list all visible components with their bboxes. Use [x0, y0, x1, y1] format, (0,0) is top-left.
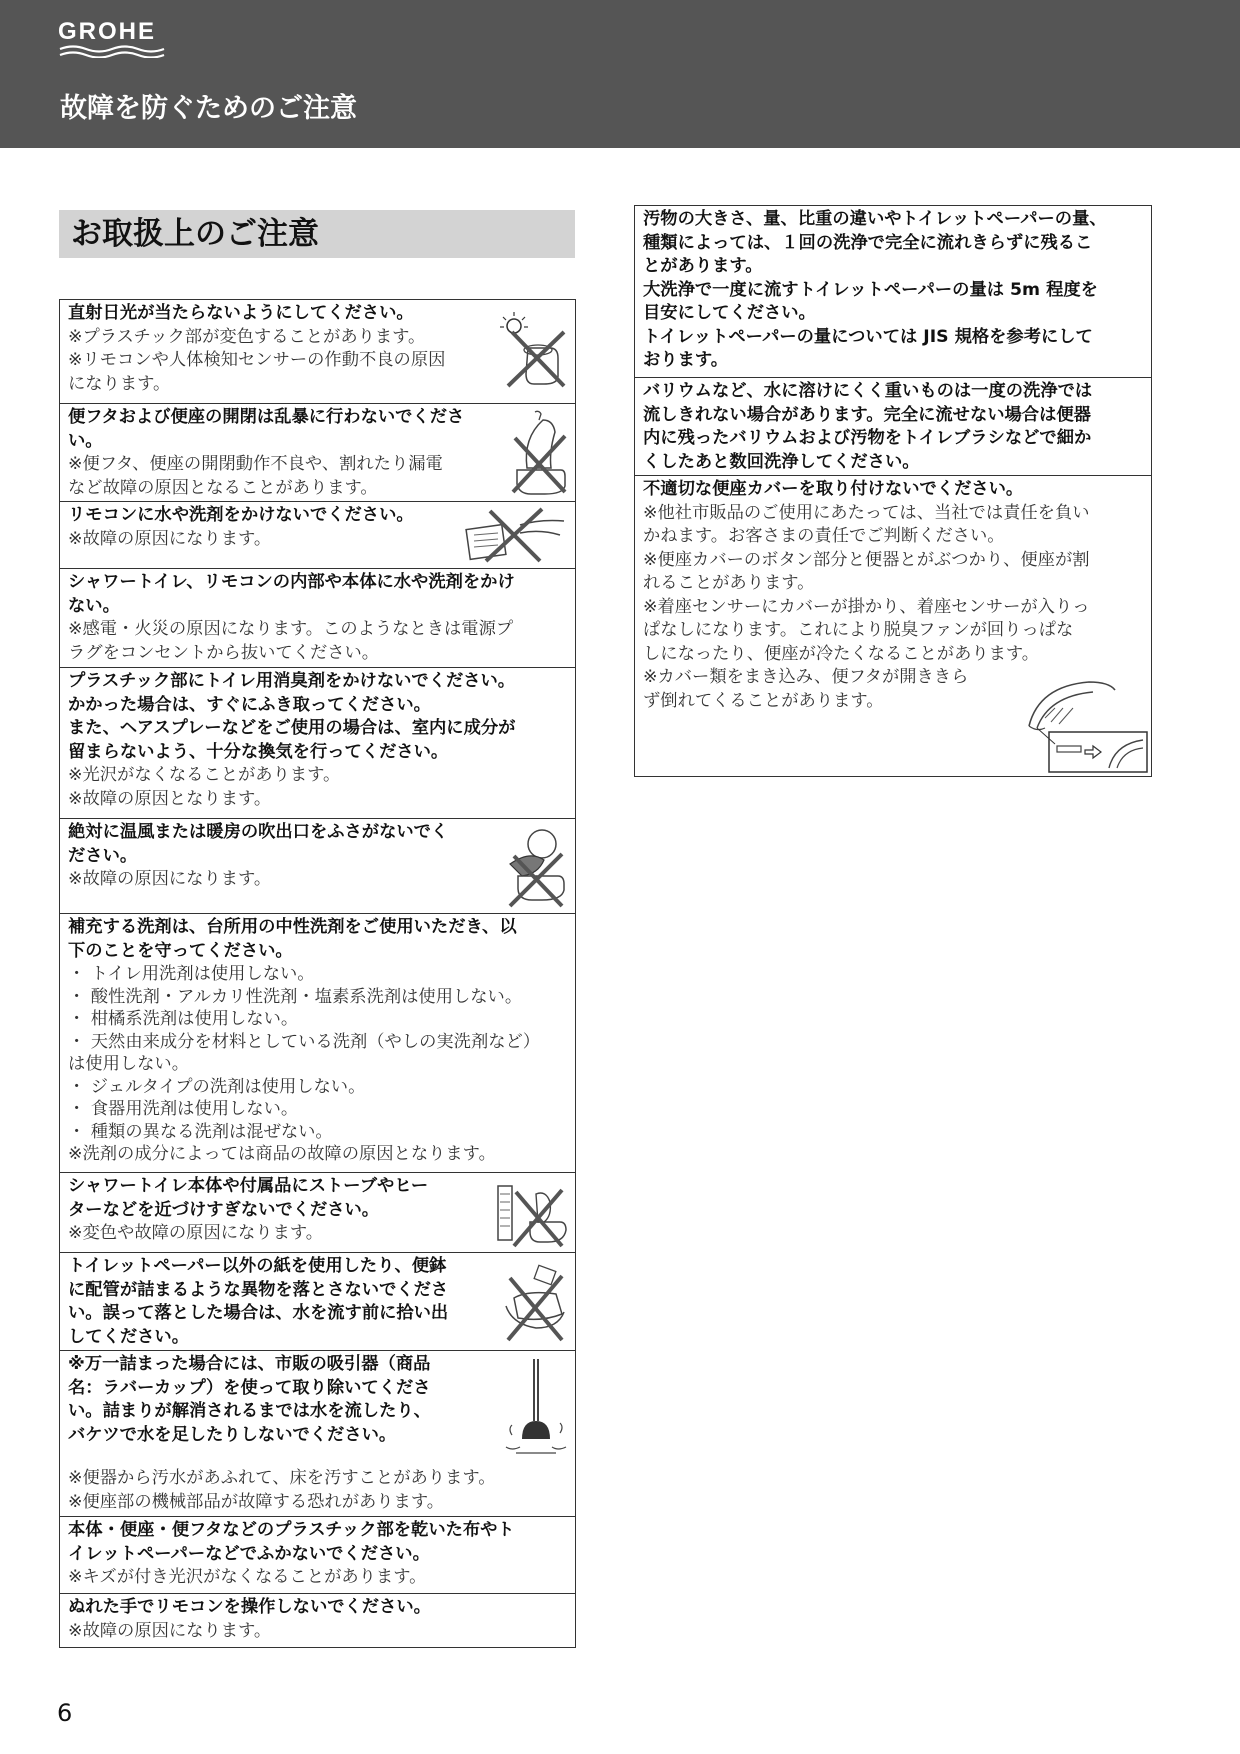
- note-line: かねます。お客さまの責任でご判断ください。: [643, 526, 1005, 546]
- caution-line: シャワートイレ、リモコンの内部や本体に水や洗剤をかけ: [68, 572, 515, 592]
- caution-line: ※万一詰まった場合には、市販の吸引器（商品: [68, 1354, 431, 1374]
- note-line: になります。: [68, 373, 171, 394]
- caution-line: ぬれた手でリモコンを操作しないでください。: [68, 1597, 431, 1617]
- lid-slam-prohibited-icon: [505, 408, 571, 498]
- bullet-line: ・ ジェルタイプの洗剤は使用しない。: [68, 1076, 366, 1097]
- note-line: ※感電・火災の原因になります。このようなときは電源プ: [68, 619, 514, 639]
- caution-line: してください。: [68, 1326, 189, 1347]
- remote-water-prohibited-icon: [460, 505, 570, 565]
- caution-line: また、ヘアスプレーなどをご使用の場合は、室内に成分が: [68, 718, 516, 738]
- caution-line: かかった場合は、すぐにふき取ってください。: [68, 694, 431, 715]
- bullet-line: ・ 食器用洗剤は使用しない。: [68, 1099, 299, 1119]
- caution-line: 補充する洗剤は、台所用の中性洗剤をご使用いただき、以: [68, 917, 517, 937]
- caution-item-lid: [60, 404, 575, 502]
- note-line: ※故障の原因になります。: [68, 869, 272, 889]
- note-line: など故障の原因となることがあります。: [68, 477, 378, 498]
- bullet-line: は使用しない。: [68, 1054, 189, 1074]
- heater-prohibited-icon: [490, 1180, 574, 1250]
- caution-line: 汚物の大きさ、量、比重の違いやトイレットペーパーの量、: [643, 209, 1107, 229]
- caution-line: おります。: [643, 350, 729, 370]
- right-caution-box: [634, 205, 1152, 777]
- note-line: ※着座センサーにカバーが掛かり、着座センサーが入りっ: [643, 596, 1090, 617]
- note-line: ※変色や故障の原因になります。: [68, 1223, 324, 1243]
- caution-line: トイレットペーパー以外の紙を使用したり、便鉢: [68, 1256, 447, 1276]
- caution-line: 目安にしてください。: [643, 303, 816, 323]
- caution-line: バリウムなど、水に溶けにくく重いものは一度の洗浄では: [643, 381, 1093, 401]
- note-line: ※便フタ、便座の開閉動作不良や、割れたり漏電: [68, 454, 443, 474]
- note-line: ※故障の原因になります。: [68, 528, 272, 549]
- left-caution-box: [59, 299, 576, 1648]
- spacer: [68, 1447, 567, 1467]
- bullet-line: ・ 種類の異なる洗剤は混ぜない。: [68, 1121, 333, 1142]
- caution-line: プラスチック部にトイレ用消臭剤をかけないでください。: [68, 671, 516, 691]
- caution-line: トイレットペーパーの量については JIS 規格を参考にして: [643, 326, 1093, 347]
- bullet-line: ・ トイレ用洗剤は使用しない。: [68, 964, 315, 984]
- caution-line: 不適切な便座カバーを取り付けないでください。: [643, 479, 1024, 499]
- caution-item-deodorant: [60, 668, 575, 819]
- caution-item-clog: [60, 1351, 575, 1517]
- grohe-logo: [58, 18, 168, 62]
- caution-item-wet-hands: [60, 1594, 575, 1649]
- caution-line: い。: [68, 430, 103, 451]
- page-number: 6: [57, 1699, 73, 1727]
- section-title-text: お取扱上のご注意: [71, 216, 319, 252]
- caution-line: 種類によっては、１回の洗浄で完全に流れきらずに残るこ: [643, 232, 1093, 253]
- note-line: ラグをコンセントから抜いてください。: [68, 642, 380, 663]
- note-line: ※カバー類をまき込み、便フタが開ききら: [643, 667, 969, 687]
- sun-toilet-prohibited-icon: [498, 308, 572, 398]
- caution-line: シャワートイレ本体や付属品にストーブやヒー: [68, 1176, 429, 1196]
- note-line: ぱなしになります。これにより脱臭ファンが回りっぱな: [643, 620, 1074, 640]
- note-line: ※洗剤の成分によっては商品の故障の原因となります。: [68, 1144, 496, 1164]
- caution-line: 下のことを守ってください。: [68, 940, 293, 961]
- caution-item-flush-capacity: [635, 206, 1151, 378]
- note-line: ※故障の原因になります。: [68, 1620, 272, 1641]
- plunger-icon: [500, 1355, 574, 1465]
- note-line: ※他社市販品のご使用にあたっては、当社では責任を負い: [643, 502, 1090, 523]
- vent-block-prohibited-icon: [498, 824, 572, 910]
- caution-line: とがあります。: [643, 256, 763, 276]
- caution-line: 名：ラバーカップ）を使って取り除いてくださ: [68, 1377, 431, 1398]
- note-line: れることがあります。: [643, 573, 815, 593]
- caution-line: イレットペーパーなどでふかないでください。: [68, 1543, 430, 1564]
- caution-line: くしたあと数回洗浄してください。: [643, 451, 920, 472]
- caution-line: い。誤って落とした場合は、水を流す前に拾い出: [68, 1303, 449, 1323]
- caution-line: 直射日光が当たらないようにしてください。: [68, 303, 414, 323]
- caution-item-internal-water: [60, 569, 575, 668]
- caution-line: 本体・便座・便フタなどのプラスチック部を乾いた布やト: [68, 1520, 515, 1540]
- caution-line: バケツで水を足したりしないでください。: [68, 1424, 397, 1445]
- caution-line: ない。: [68, 595, 120, 616]
- bullet-line: ・ 天然由来成分を材料としている洗剤（やしの実洗剤など）: [68, 1031, 541, 1052]
- foreign-object-prohibited-icon: [496, 1260, 572, 1344]
- caution-line: 便フタおよび便座の開閉は乱暴に行わないでくださ: [68, 407, 465, 427]
- caution-line: ださい。: [68, 845, 138, 866]
- note-line: ず倒れてくることがあります。: [643, 690, 884, 711]
- caution-line: 絶対に温風または暖房の吹出口をふさがないでく: [68, 822, 449, 842]
- caution-line: 大洗浄で一度に流すトイレットペーパーの量は 5m 程度を: [643, 279, 1098, 300]
- caution-line: リモコンに水や洗剤をかけないでください。: [68, 505, 414, 525]
- note-line: ※キズが付き光沢がなくなることがあります。: [68, 1567, 427, 1587]
- bullet-line: ・ 柑橘系洗剤は使用しない。: [68, 1009, 299, 1029]
- note-line: ※光沢がなくなることがあります。: [68, 765, 341, 785]
- caution-item-barium: [635, 378, 1151, 476]
- note-line: ※プラスチック部が変色することがあります。: [68, 326, 426, 347]
- section-title: [59, 210, 575, 258]
- caution-line: 留まらないよう、十分な換気を行ってください。: [68, 741, 449, 762]
- page-header: [0, 0, 1240, 148]
- note-line: ※故障の原因となります。: [68, 788, 272, 809]
- note-line: ※便座カバーのボタン部分と便器とがぶつかり、便座が割: [643, 549, 1090, 570]
- note-line: ※便座部の機械部品が故障する恐れがあります。: [68, 1491, 445, 1512]
- caution-line: い。詰まりが解消されるまでは水を流したり、: [68, 1401, 431, 1421]
- bullet-line: ・ 酸性洗剤・アルカリ性洗剤・塩素系洗剤は使用しない。: [68, 986, 523, 1007]
- caution-line: 内に残ったバリウムおよび汚物をトイレブラシなどで細か: [643, 428, 1092, 448]
- note-line: ※リモコンや人体検知センサーの作動不良の原因: [68, 350, 446, 370]
- caution-line: ターなどを近づけすぎないでください。: [68, 1199, 380, 1220]
- wave-icon: [58, 44, 166, 58]
- caution-item-wipe: [60, 1517, 575, 1594]
- caution-item-detergent: [60, 914, 575, 1173]
- caution-line: 流しきれない場合があります。完全に流せない場合は便器: [643, 404, 1091, 425]
- note-line: ※便器から汚水があふれて、床を汚すことがあります。: [68, 1468, 496, 1488]
- note-line: しになったり、便座が冷たくなることがあります。: [643, 643, 1040, 664]
- brand-name: GROHE: [58, 18, 157, 45]
- seat-cover-illustration: [1025, 678, 1149, 774]
- caution-line: に配管が詰まるような異物を落とさないでくださ: [68, 1279, 449, 1300]
- page-title: 故障を防ぐためのご注意: [60, 93, 357, 124]
